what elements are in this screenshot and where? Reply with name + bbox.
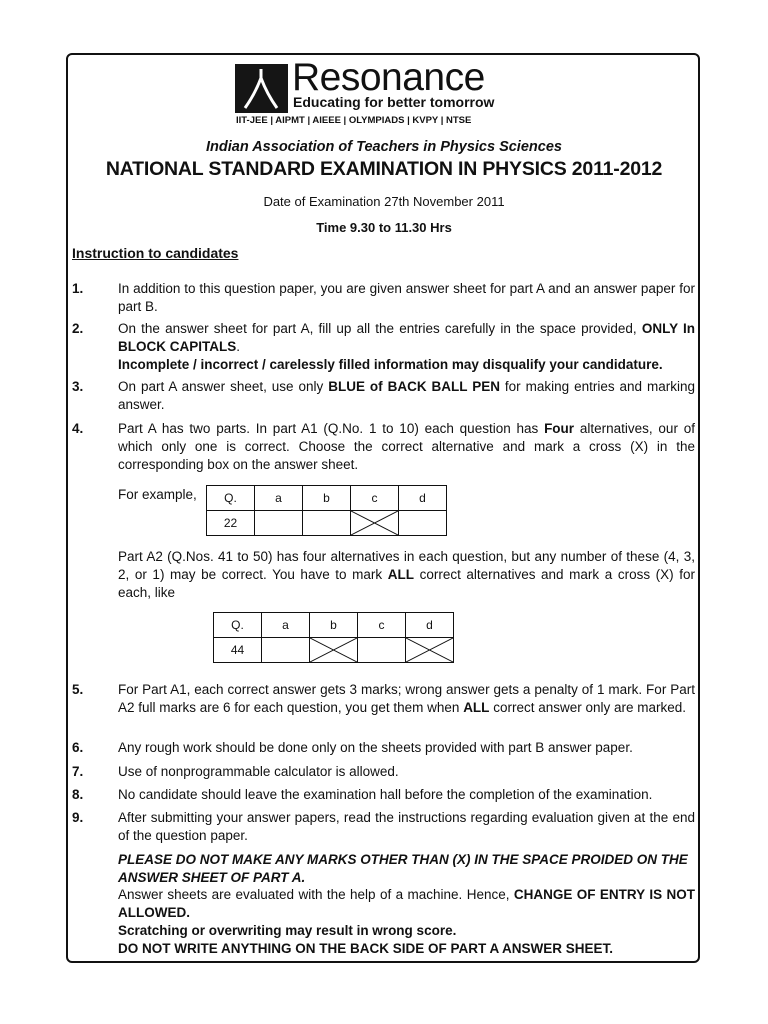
cross-mark-icon bbox=[351, 511, 398, 535]
grid-header: b bbox=[303, 486, 351, 511]
grid-header: b bbox=[310, 613, 358, 638]
item-number: 5. bbox=[72, 682, 84, 697]
machine-evaluation-note: Answer sheets are evaluated with the help of a machine. Hence, CHANGE OF ENTRY IS NOT ALLOWED. Scratching or overwriting may result in wrong score. DO NOT WRITE ANYTHING ON THE BACK SIDE OF PART A ANSWER SHEET. bbox=[118, 887, 695, 956]
grid-cell-d bbox=[399, 511, 447, 536]
grid-header: a bbox=[255, 486, 303, 511]
cross-mark-icon bbox=[406, 638, 453, 662]
grid-cell-c bbox=[358, 638, 406, 663]
grid-question-number: 44 bbox=[214, 638, 262, 663]
instruction-7: Use of nonprogrammable calculator is allowed. bbox=[118, 764, 399, 779]
instruction-2: On the answer sheet for part A, fill up all the entries carefully in the space provided, ONLY In BLOCK CAPITALS. Incomplete / incorrect / carelessly filled information may disqualify your candidature. bbox=[118, 321, 695, 372]
exam-date: Date of Examination 27th November 2011 bbox=[263, 194, 505, 209]
item-number: 6. bbox=[72, 740, 84, 755]
grid-cell-b-crossed bbox=[310, 638, 358, 663]
grid-header: d bbox=[399, 486, 447, 511]
instructions-heading: Instruction to candidates bbox=[72, 245, 239, 261]
grid-header: a bbox=[262, 613, 310, 638]
brand-tagline: Educating for better tomorrow bbox=[293, 94, 495, 110]
instruction-9: After submitting your answer papers, read the instructions regarding evaluation given at the end of the question paper. bbox=[118, 810, 695, 843]
item-number: 4. bbox=[72, 421, 84, 436]
grid-header: d bbox=[406, 613, 454, 638]
example-answer-grid-1 bbox=[206, 485, 447, 536]
grid-cell-d-crossed bbox=[406, 638, 454, 663]
instruction-4: Part A has two parts. In part A1 (Q.No. 1 to 10) each question has Four alternatives, our of which only one is correct. Choose the correct alternative and mark a cross (X) in the corresponding box on the answer sheet. bbox=[118, 421, 695, 472]
instruction-1: In addition to this question paper, you are given answer sheet for part A and an answer paper for part B. bbox=[118, 281, 695, 314]
page-title: NATIONAL STANDARD EXAMINATION IN PHYSICS 2011-2012 bbox=[105, 158, 663, 180]
grid-cell-a bbox=[262, 638, 310, 663]
cross-mark-icon bbox=[310, 638, 357, 662]
grid-header: c bbox=[358, 613, 406, 638]
item-number: 9. bbox=[72, 810, 84, 825]
association-name: Indian Association of Teachers in Physics Sciences bbox=[206, 139, 562, 155]
grid-header: Q. bbox=[214, 613, 262, 638]
item-number: 8. bbox=[72, 787, 84, 802]
item-number: 2. bbox=[72, 321, 84, 336]
grid-header: Q. bbox=[207, 486, 255, 511]
item-number: 7. bbox=[72, 764, 84, 779]
grid-cell-b bbox=[303, 511, 351, 536]
grid-question-number: 22 bbox=[207, 511, 255, 536]
brand-exams: IIT-JEE | AIPMT | AIEEE | OLYMPIADS | KVPY | NTSE bbox=[236, 115, 472, 126]
instruction-6: Any rough work should be done only on the sheets provided with part B answer paper. bbox=[118, 740, 633, 755]
example-label: For example, bbox=[118, 487, 197, 502]
exam-time: Time 9.30 to 11.30 Hrs bbox=[316, 220, 452, 235]
resonance-logo-icon bbox=[235, 64, 288, 113]
instruction-3: On part A answer sheet, use only BLUE of BACK BALL PEN for making entries and marking answer. bbox=[118, 379, 696, 412]
grid-cell-a bbox=[255, 511, 303, 536]
example-answer-grid-2 bbox=[213, 612, 454, 663]
item-number: 1. bbox=[72, 281, 84, 296]
marking-warning: PLEASE DO NOT MAKE ANY MARKS OTHER THAN (X) IN THE SPACE PROIDED ON THE ANSWER SHEET OF PART A. bbox=[118, 852, 688, 885]
brand-name: Resonance bbox=[292, 56, 485, 99]
instruction-8: No candidate should leave the examination hall before the completion of the examination. bbox=[118, 787, 653, 802]
grid-header: c bbox=[351, 486, 399, 511]
instruction-4-part-a2: Part A2 (Q.Nos. 41 to 50) has four alternatives in each question, but any number of these (4, 3, 2, or 1) may be correct. You have to mark ALL correct alternatives and mark a cross (X) for each, like bbox=[118, 549, 695, 600]
grid-cell-c-crossed bbox=[351, 511, 399, 536]
item-number: 3. bbox=[72, 379, 84, 394]
instruction-5: For Part A1, each correct answer gets 3 marks; wrong answer gets a penalty of 1 mark. For Part A2 full marks are 6 for each question, you get them when ALL correct answer only are marked. bbox=[118, 682, 695, 715]
